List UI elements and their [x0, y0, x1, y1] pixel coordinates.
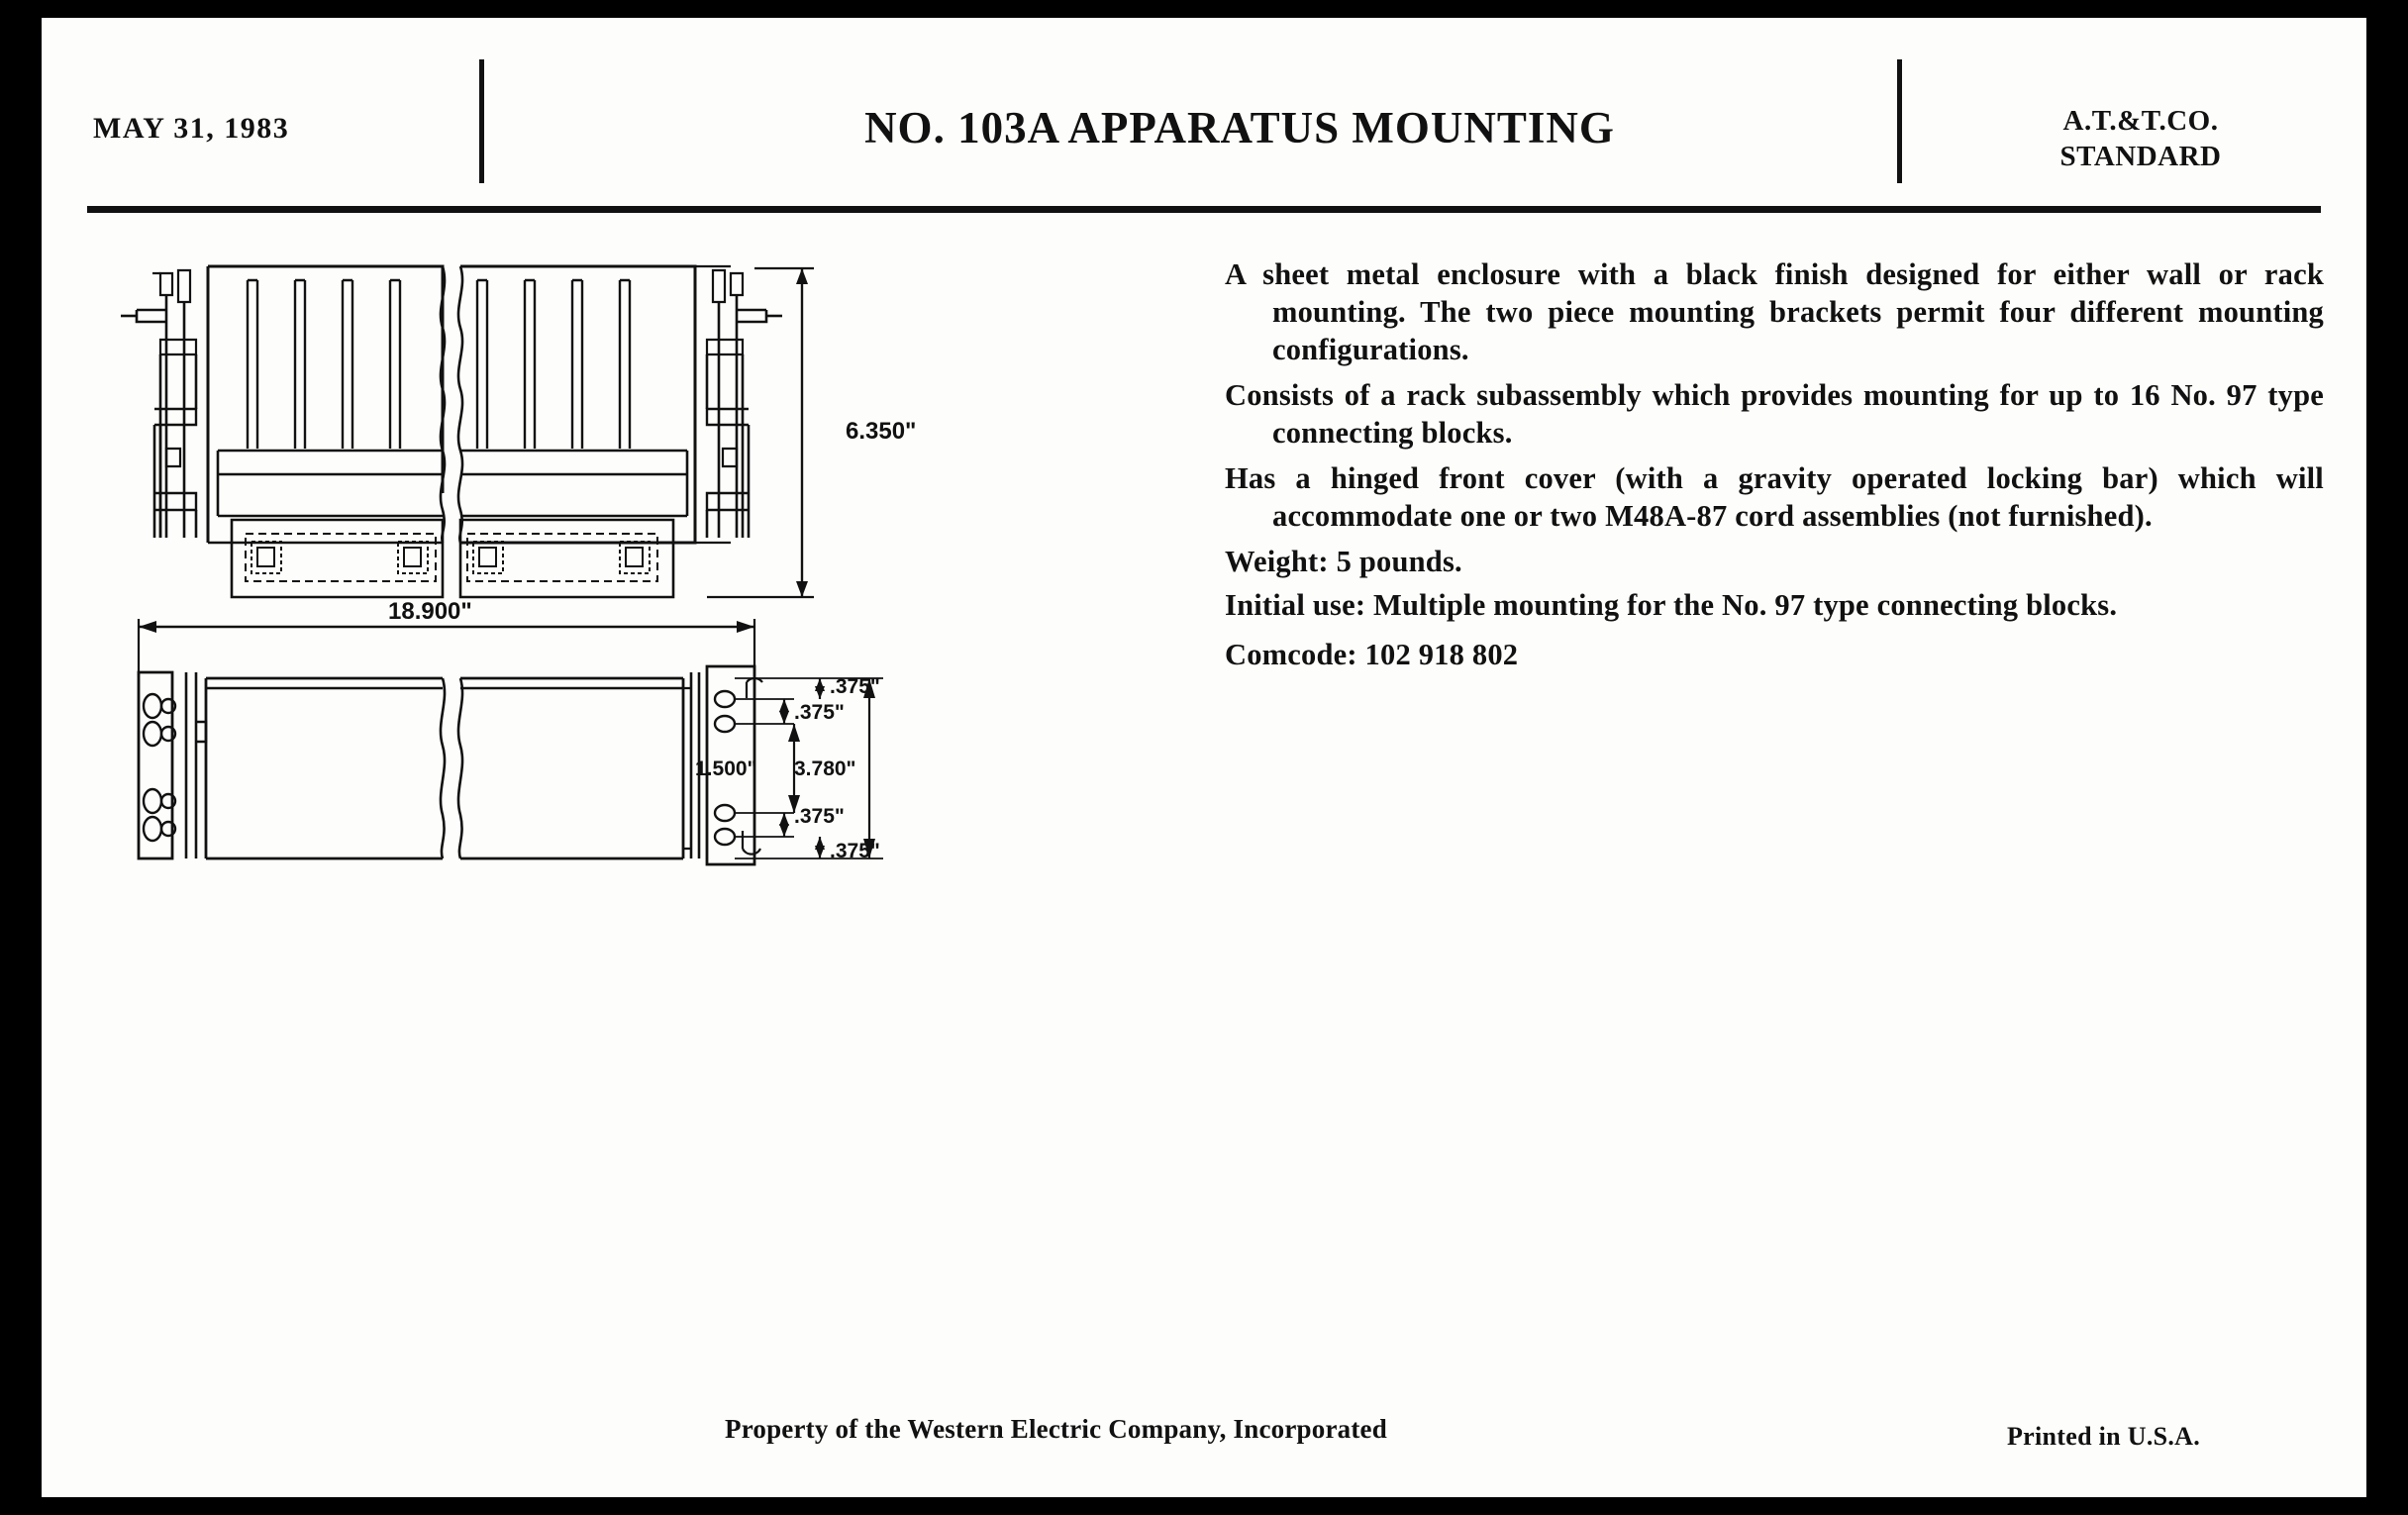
header-company-line1: A.T.&T.CO.	[2062, 105, 2219, 137]
dimension-label-span: 3.780"	[794, 758, 856, 780]
page-header	[42, 18, 2366, 194]
dimension-width	[139, 619, 754, 676]
header-company	[1953, 103, 2329, 174]
dimension-height	[707, 268, 814, 597]
dimension-label-height: 6.350"	[846, 418, 917, 445]
description-column	[1225, 255, 2324, 681]
header-date: MAY 31, 1983	[93, 112, 290, 145]
footer-property-notice: Property of the Western Electric Company, Incorporated	[725, 1414, 1387, 1444]
description-initial-use: Initial use: Multiple mounting for the No. 97 type connecting blocks.	[1225, 588, 2118, 622]
description-weight: Weight: 5 pounds.	[1225, 545, 1462, 578]
top-view-drawing	[139, 619, 883, 864]
description-paragraph-3: Has a hinged front cover (with a gravity operated locking bar) which will accommodate one or two M48A-87 cord assemblies (not furnished).	[1225, 461, 2324, 533]
dimension-label-top2: .375"	[794, 701, 845, 724]
header-rule	[87, 206, 2321, 213]
description-comcode: Comcode: 102 918 802	[1225, 638, 1519, 671]
header-divider-right	[1897, 59, 1902, 183]
technical-drawings	[101, 241, 1210, 1162]
description-paragraph-2: Consists of a rack subassembly which provides mounting for up to 16 No. 97 type connecting blocks.	[1225, 378, 2324, 450]
drawing-svg	[101, 241, 1210, 1162]
front-view-drawing	[121, 266, 782, 597]
dimension-label-mid: 1.500"	[695, 758, 757, 780]
page-title: NO. 103A APPARATUS MOUNTING	[864, 103, 1615, 152]
dimension-label-top1: .375"	[830, 675, 880, 698]
header-divider-left	[479, 59, 484, 183]
dimension-label-bot1: .375"	[794, 805, 845, 828]
footer-printed-in: Printed in U.S.A.	[2007, 1422, 2201, 1451]
dimension-label-bot2: .375"	[830, 840, 880, 862]
document-page	[42, 18, 2366, 1497]
header-company-line2: STANDARD	[2059, 141, 2222, 172]
dimension-label-width: 18.900"	[388, 598, 472, 625]
description-paragraph-1: A sheet metal enclosure with a black finish designed for either wall or rack mounting. The two piece mounting brackets permit four different mounting configurations.	[1225, 257, 2324, 366]
